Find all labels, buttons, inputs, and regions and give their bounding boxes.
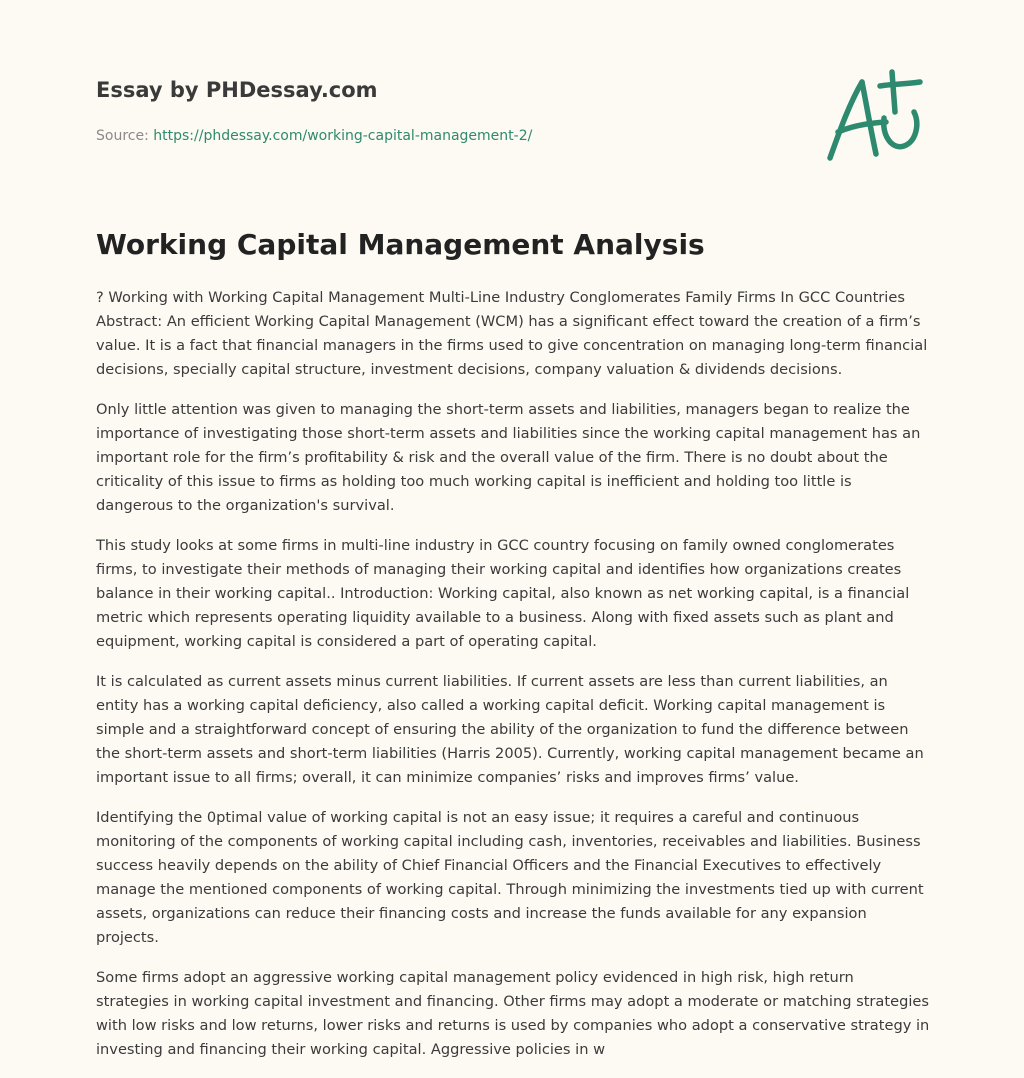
essay-paragraph: This study looks at some firms in multi-line industry in GCC country focusing on family owned conglomerates firms, to investigate their methods of managing their working capital and identifies how organizations creates balance in their working capital.. Introduction: Working capital, also known as net working capital, is a financial metric which represents operating liquidity available to a business. Along with fixed assets such as plant and equipment, working capital is considered a part of operating capital. bbox=[96, 537, 910, 650]
essay-paragraph: Some firms adopt an aggressive working capital management policy evidenced in high risk, high return strategies in working capital investment and financing. Other firms may adopt a moderate or matching strategies with low risks and low returns, lower risks and returns is used by companies who adopt a conservative strategy in investing and financing their working capital. Aggressive policies in w bbox=[96, 969, 930, 1058]
essay-content bbox=[96, 226, 930, 1078]
essay-body bbox=[96, 286, 930, 1062]
essay-paragraph: ? Working with Working Capital Management Multi-Line Industry Conglomerates Family Firms In GCC Countries Abstract: An efficient Working Capital Management (WCM) has a significant effect toward the creation of a firm’s value. It is a fact that financial managers in the firms used to give concentration on managing long-term financial decisions, specially capital structure, investment decisions, company valuation & dividends decisions. bbox=[96, 289, 928, 378]
essay-paragraph: Only little attention was given to managing the short-term assets and liabilities, managers began to realize the importance of investigating those short-term assets and liabilities since the working capital management has an important role for the firm’s profitability & risk and the overall value of the firm. There is no doubt about the criticality of this issue to firms as holding too much working capital is inefficient and holding too little is dangerous to the organization's survival. bbox=[96, 401, 921, 514]
essay-title: Working Capital Management Analysis bbox=[96, 228, 705, 261]
source-link[interactable]: https://phdessay.com/working-capital-management-2/ bbox=[153, 128, 533, 144]
source-line bbox=[96, 126, 796, 146]
page-header bbox=[96, 76, 796, 146]
a-plus-logo-icon bbox=[822, 66, 928, 166]
site-title: Essay by PHDessay.com bbox=[96, 78, 378, 102]
source-label: Source: bbox=[96, 128, 154, 144]
essay-paragraph: It is calculated as current assets minus current liabilities. If current assets are less than current liabilities, an entity has a working capital deficiency, also called a working capital deficit. Working capital management is simple and a straightforward concept of ensuring the ability of the organization to fund the difference between the short-term assets and short-term liabilities (Harris 2005). Currently, working capital management became an important issue to all firms; overall, it can minimize companies’ risks and improves firms’ value. bbox=[96, 673, 924, 786]
essay-paragraph: Identifying the 0ptimal value of working capital is not an easy issue; it requires a careful and continuous monitoring of the components of working capital including cash, inventories, receivables and liabilities. Business success heavily depends on the ability of Chief Financial Officers and the Financial Executives to effectively manage the mentioned components of working capital. Through minimizing the investments tied up with current assets, organizations can reduce their financing costs and increase the funds available for any expansion projects. bbox=[96, 809, 924, 946]
